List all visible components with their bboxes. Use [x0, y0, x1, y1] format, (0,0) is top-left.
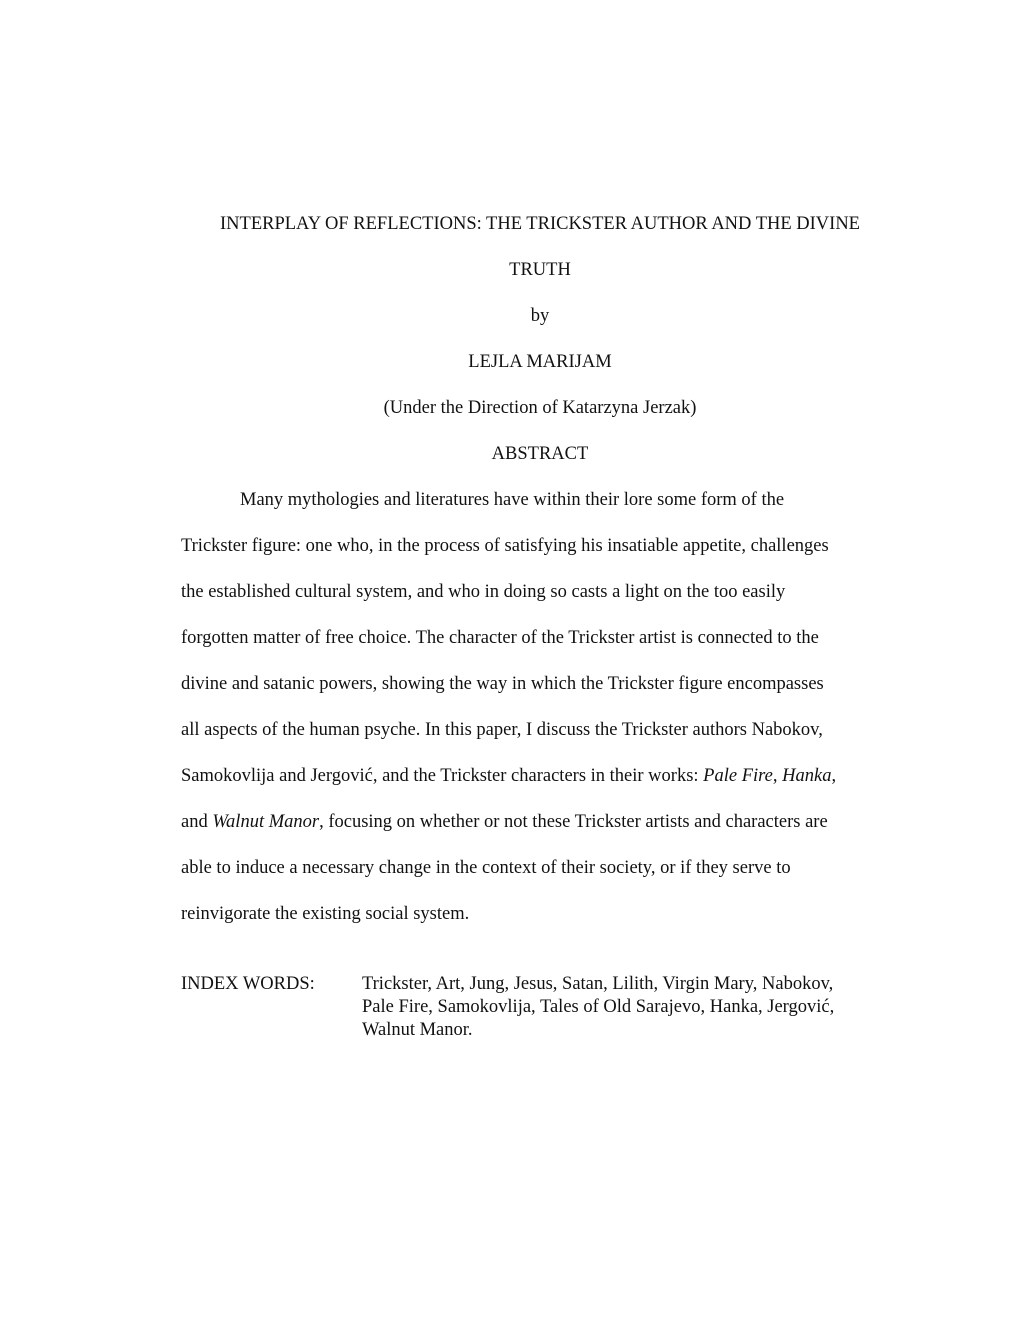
index-words-line-1: Trickster, Art, Jung, Jesus, Satan, Lilith, Virgin Mary, Nabokov, [362, 974, 834, 994]
byline-by: by [530, 306, 550, 326]
abstract-line-8 [181, 811, 828, 833]
abstract-line-1: Many mythologies and literatures have within their lore some form of the [240, 490, 785, 510]
index-words-list [362, 973, 834, 1042]
abstract-line-4: forgotten matter of free choice. The character of the Trickster artist is connected to the [181, 628, 819, 648]
index-words-line-2: Pale Fire, Samokovlija, Tales of Old Sarajevo, Hanka, Jergović, [362, 997, 835, 1017]
work-title-pale-fire: Pale Fire [703, 766, 773, 786]
author-name: LEJLA MARIJAM [468, 352, 612, 372]
title-line-1: INTERPLAY OF REFLECTIONS: THE TRICKSTER AUTHOR AND THE DIVINE [220, 214, 860, 234]
work-title-hanka: Hanka [782, 766, 832, 786]
direction-line: (Under the Direction of Katarzyna Jerzak) [383, 398, 697, 418]
index-words-label: INDEX WORDS: [181, 974, 315, 994]
abstract-line-3: the established cultural system, and who in doing so casts a light on the too easily [181, 582, 786, 602]
abstract-line-6: all aspects of the human psyche. In this paper, I discuss the Trickster authors Nabokov, [181, 720, 823, 740]
title-line-2: TRUTH [509, 260, 571, 280]
abstract-line-7-text: Samokovlija and Jergović, and the Trickster characters in their works: [181, 766, 704, 786]
abstract-line-8-start: and [181, 812, 213, 832]
abstract-line-10: reinvigorate the existing social system. [181, 904, 470, 924]
abstract-heading: ABSTRACT [491, 444, 589, 464]
abstract-line-7-end: , [831, 766, 837, 786]
title-separator: , [772, 766, 783, 786]
abstract-line-2: Trickster figure: one who, in the process of satisfying his insatiable appetite, challenges [181, 536, 829, 556]
abstract-line-8-text: , focusing on whether or not these Trickster artists and characters are [319, 812, 828, 832]
abstract-line-5: divine and satanic powers, showing the way in which the Trickster figure encompasses [181, 674, 824, 694]
abstract-line-9: able to induce a necessary change in the context of their society, or if they serve to [181, 858, 791, 878]
work-title-walnut-manor: Walnut Manor [212, 812, 320, 832]
abstract-line-7 [181, 765, 836, 787]
index-words-line-3: Walnut Manor. [362, 1020, 473, 1040]
